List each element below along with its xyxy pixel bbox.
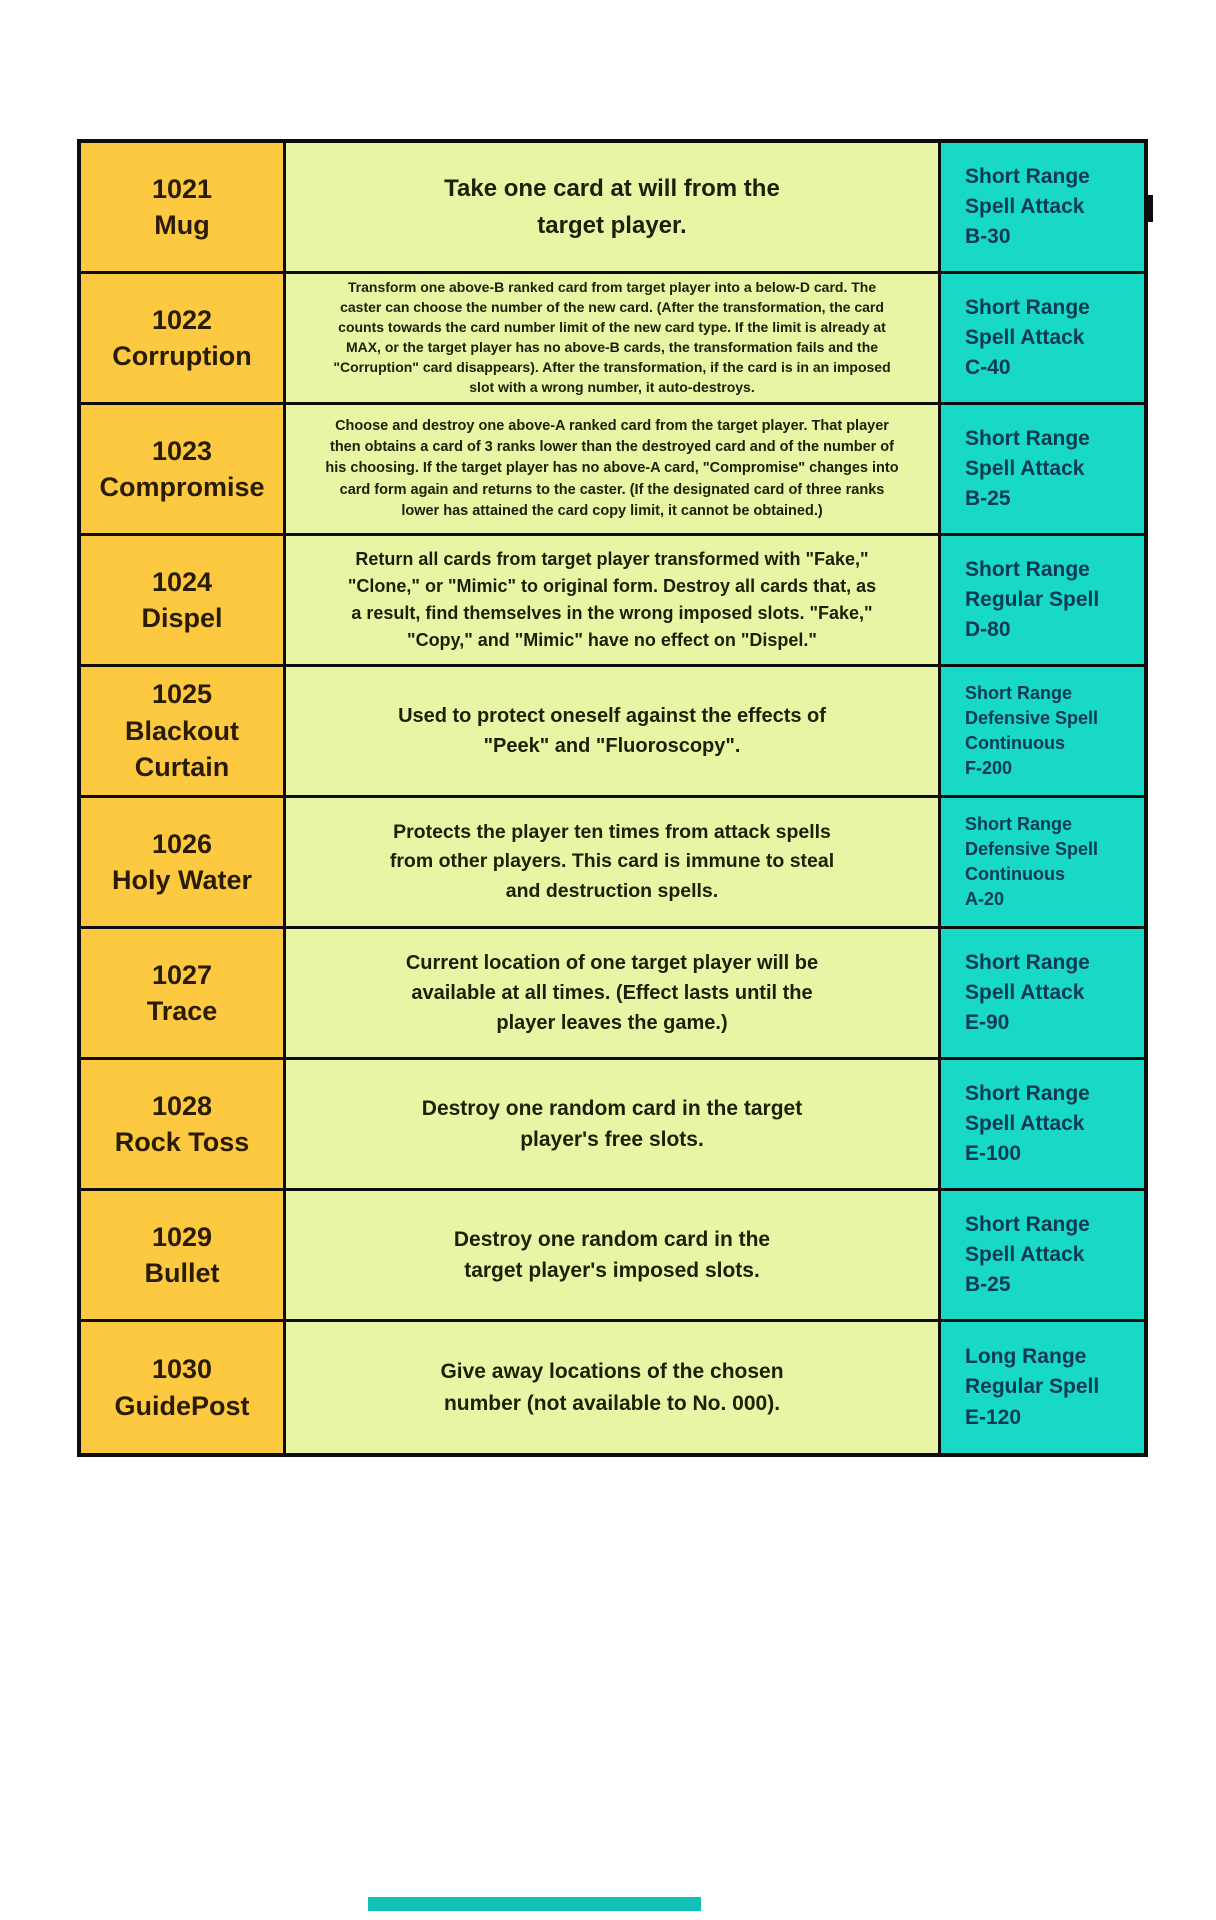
table-row bbox=[81, 1191, 1144, 1322]
table-row bbox=[81, 667, 1144, 798]
card-info-cell bbox=[941, 1060, 1144, 1188]
card-number: 1029 bbox=[151, 1221, 213, 1252]
scan-artifact bbox=[1147, 195, 1153, 222]
card-info-line: Short Range bbox=[965, 1081, 1090, 1105]
card-info-line: B-25 bbox=[965, 1273, 1011, 1296]
card-name: Rock Toss bbox=[114, 1127, 250, 1157]
card-number: 1024 bbox=[151, 566, 213, 597]
card-info-cell bbox=[941, 1322, 1144, 1453]
card-description-line: lower has attained the card copy limit, it cannot be obtained.) bbox=[401, 502, 823, 519]
card-description-line: counts towards the card number limit of the new card type. If the limit is already at bbox=[338, 319, 886, 336]
card-description-cell bbox=[286, 1060, 941, 1188]
card-info-line: Continuous bbox=[965, 733, 1065, 753]
card-description-cell bbox=[286, 667, 941, 795]
card-description-line: Destroy one random card in the target bbox=[421, 1096, 803, 1120]
card-info-cell bbox=[941, 143, 1144, 271]
card-description-cell bbox=[286, 536, 941, 664]
card-description-line: Destroy one random card in the bbox=[453, 1227, 771, 1251]
card-description-line: player's free slots. bbox=[520, 1128, 704, 1151]
card-info-line: Short Range bbox=[965, 557, 1090, 581]
card-info-line: A-20 bbox=[965, 889, 1005, 910]
card-description-line: Current location of one target player will be bbox=[405, 952, 819, 974]
card-info-cell bbox=[941, 405, 1144, 533]
card-info-line: D-80 bbox=[965, 618, 1011, 641]
card-description-line: Return all cards from target player transformed with "Fake," bbox=[355, 549, 869, 569]
card-number: 1027 bbox=[151, 959, 213, 990]
card-description-line: target player's imposed slots. bbox=[464, 1259, 760, 1282]
card-description-line: Give away locations of the chosen bbox=[440, 1360, 784, 1383]
card-id-cell bbox=[81, 667, 286, 795]
card-info-line: F-200 bbox=[965, 758, 1013, 779]
next-page-table-fragment bbox=[368, 1897, 701, 1911]
card-info-line: Short Range bbox=[965, 164, 1090, 188]
card-name: Compromise bbox=[99, 472, 265, 502]
card-info-line: E-90 bbox=[965, 1011, 1010, 1034]
table-row bbox=[81, 1060, 1144, 1191]
card-description-line: a result, find themselves in the wrong imposed slots. "Fake," bbox=[351, 603, 873, 623]
card-description-cell bbox=[286, 1322, 941, 1453]
card-description-line: Choose and destroy one above-A ranked card from the target player. That player bbox=[335, 418, 889, 435]
card-info-line: Short Range bbox=[965, 682, 1073, 703]
card-name: Bullet bbox=[144, 1258, 220, 1288]
table-row bbox=[81, 143, 1144, 274]
card-description-line: then obtains a card of 3 ranks lower than the destroyed card and of the number of bbox=[330, 439, 894, 456]
card-info-line: Long Range bbox=[965, 1345, 1087, 1369]
table-row bbox=[81, 536, 1144, 667]
card-name: Holy Water bbox=[111, 865, 253, 895]
card-info-line: Defensive Spell bbox=[965, 838, 1099, 859]
spell-card-table bbox=[77, 139, 1148, 1457]
card-info-line: B-30 bbox=[965, 225, 1011, 248]
card-description-line: "Clone," or "Mimic" to original form. Destroy all cards that, as bbox=[347, 576, 877, 596]
card-description-line: number (not available to No. 000). bbox=[443, 1391, 781, 1415]
card-number: 1026 bbox=[151, 828, 213, 859]
card-description-line: his choosing. If the target player has no above-A card, "Compromise" changes into bbox=[325, 460, 899, 477]
card-number: 1021 bbox=[151, 173, 213, 204]
card-description-cell bbox=[286, 798, 941, 926]
card-description-line: slot with a wrong number, it auto-destroys. bbox=[469, 378, 755, 395]
card-info-line: Regular Spell bbox=[965, 587, 1100, 611]
card-description-line: Transform one above-B ranked card from target player into a below-D card. The bbox=[347, 279, 877, 296]
card-description-line: Used to protect oneself against the effects of bbox=[398, 705, 826, 727]
card-info-line: Short Range bbox=[965, 813, 1073, 834]
table-row bbox=[81, 274, 1144, 405]
table-row bbox=[81, 1322, 1144, 1453]
card-number: 1025 bbox=[151, 679, 213, 710]
card-description-line: "Copy," and "Mimic" have no effect on "Dispel." bbox=[407, 630, 817, 650]
card-name: Dispel bbox=[141, 603, 223, 633]
card-id-cell bbox=[81, 405, 286, 533]
card-info-line: E-100 bbox=[965, 1142, 1022, 1165]
card-info-line: Short Range bbox=[965, 1212, 1090, 1236]
card-info-cell bbox=[941, 798, 1144, 926]
card-number: 1022 bbox=[151, 304, 213, 335]
card-id-cell bbox=[81, 929, 286, 1057]
card-description-cell bbox=[286, 929, 941, 1057]
card-info-line: Spell Attack bbox=[965, 194, 1085, 218]
card-name: Corruption bbox=[112, 341, 252, 371]
card-description-line: "Corruption" card disappears). After the transformation, if the card is in an imposed bbox=[333, 358, 891, 375]
card-info-line: B-25 bbox=[965, 487, 1011, 510]
card-description-line: and destruction spells. bbox=[505, 879, 719, 902]
card-info-line: Short Range bbox=[965, 950, 1090, 974]
card-info-cell bbox=[941, 667, 1144, 795]
card-info-line: E-120 bbox=[965, 1405, 1022, 1429]
card-info-line: Spell Attack bbox=[965, 1242, 1085, 1266]
card-number: 1023 bbox=[151, 435, 213, 466]
card-name: Mug bbox=[154, 210, 210, 240]
card-number: 1030 bbox=[151, 1354, 213, 1385]
card-number: 1028 bbox=[151, 1090, 213, 1121]
card-description-line: available at all times. (Effect lasts until the bbox=[411, 982, 813, 1004]
card-info-line: Spell Attack bbox=[965, 456, 1085, 480]
card-description-line: from other players. This card is immune to steal bbox=[389, 850, 835, 873]
card-description-cell bbox=[286, 143, 941, 271]
card-name: Blackout bbox=[124, 715, 240, 746]
card-description-line: caster can choose the number of the new card. (After the transformation, the card bbox=[340, 299, 884, 316]
card-description-line: player leaves the game.) bbox=[496, 1012, 728, 1034]
card-info-cell bbox=[941, 274, 1144, 402]
table-row bbox=[81, 798, 1144, 929]
card-id-cell bbox=[81, 536, 286, 664]
card-name: Trace bbox=[146, 996, 218, 1026]
card-description-line: MAX, or the target player has no above-B cards, the transformation fails and the bbox=[345, 339, 879, 355]
card-id-cell bbox=[81, 143, 286, 271]
card-info-cell bbox=[941, 536, 1144, 664]
card-description-line: Protects the player ten times from attack spells bbox=[393, 821, 831, 844]
card-info-line: Spell Attack bbox=[965, 1111, 1085, 1135]
card-info-line: Regular Spell bbox=[965, 1375, 1100, 1399]
card-info-line: Spell Attack bbox=[965, 325, 1085, 349]
table-row bbox=[81, 405, 1144, 536]
card-name: GuidePost bbox=[114, 1390, 250, 1421]
card-info-line: Short Range bbox=[965, 426, 1090, 450]
card-id-cell bbox=[81, 1191, 286, 1319]
card-description-line: target player. bbox=[537, 212, 687, 239]
card-description-cell bbox=[286, 274, 941, 402]
card-info-line: Defensive Spell bbox=[965, 707, 1099, 728]
card-info-line: Continuous bbox=[965, 864, 1065, 884]
card-description-line: card form again and returns to the caster. (If the designated card of three ranks bbox=[339, 481, 885, 498]
card-info-line: C-40 bbox=[965, 356, 1011, 379]
card-description-line: Take one card at will from the bbox=[444, 174, 780, 202]
table-row bbox=[81, 929, 1144, 1060]
card-description-cell bbox=[286, 405, 941, 533]
card-info-line: Spell Attack bbox=[965, 980, 1085, 1004]
card-id-cell bbox=[81, 274, 286, 402]
card-name: Curtain bbox=[134, 752, 230, 783]
card-description-line: "Peek" and "Fluoroscopy". bbox=[483, 735, 741, 757]
card-description-cell bbox=[286, 1191, 941, 1319]
card-id-cell bbox=[81, 1060, 286, 1188]
card-id-cell bbox=[81, 798, 286, 926]
card-info-cell bbox=[941, 1191, 1144, 1319]
card-info-line: Short Range bbox=[965, 295, 1090, 319]
card-id-cell bbox=[81, 1322, 286, 1453]
card-info-cell bbox=[941, 929, 1144, 1057]
